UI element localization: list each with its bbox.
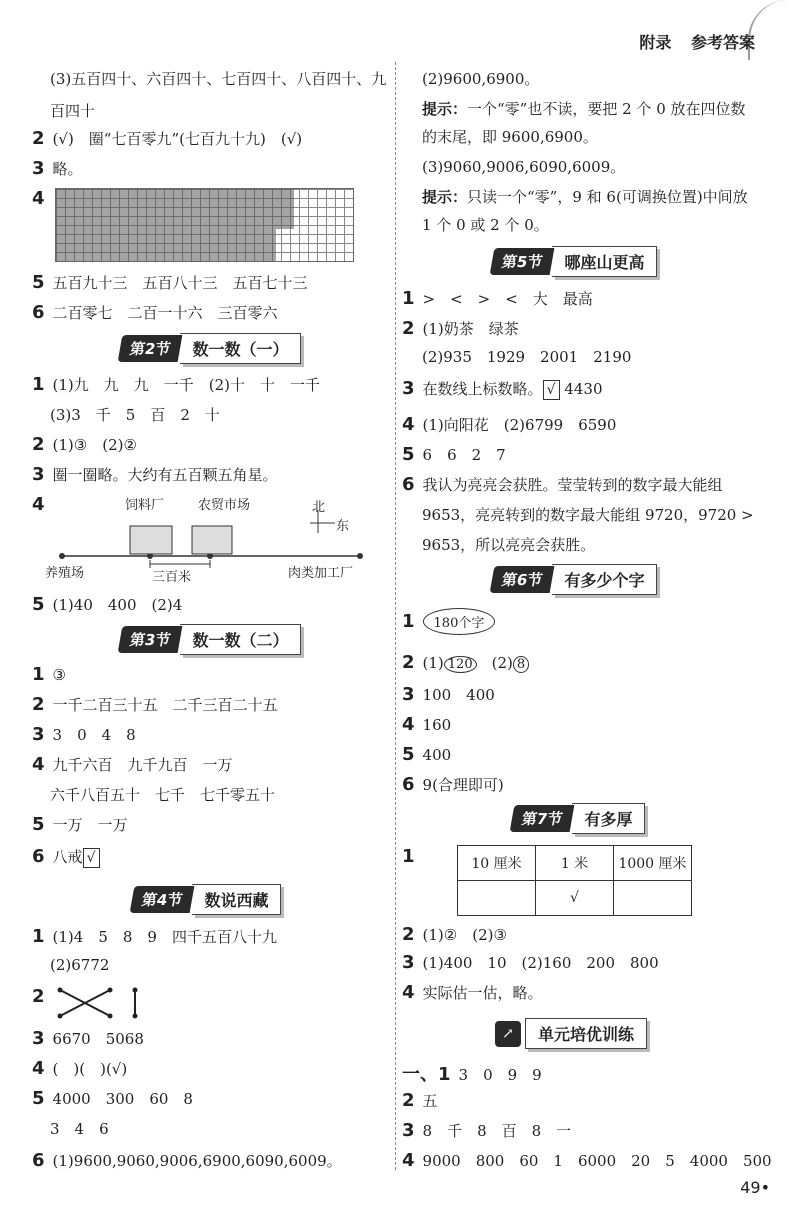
s5-q1: 1 > < > < 大 最高 [402, 288, 593, 309]
line: 百四十 [50, 102, 96, 120]
line: 3 4 6 [50, 1120, 109, 1138]
line: 9653，所以亮亮会获胜。 [422, 536, 596, 554]
s5-q2: 2 (1)奶茶 绿茶 [402, 318, 519, 339]
q-6: 6 二百零七 二百一十六 三百零六 [32, 302, 278, 323]
s3-q4: 4 九千六百 九千九百 一万 [32, 754, 233, 775]
section-6-heading: 第6节 有多少个字 [492, 564, 657, 594]
check-box: √ [83, 848, 100, 868]
s5-q4: 4 (1)向阳花 (2)6799 6590 [402, 414, 617, 435]
q-5: 5 五百九十三 五百八十三 五百七十三 [32, 272, 308, 293]
u-q1: 一、1 3 0 9 9 [402, 1064, 542, 1085]
s6-q4: 4 160 [402, 714, 452, 735]
line: (2)935 1929 2001 2190 [422, 348, 632, 366]
line: (2)9600,6900。 [422, 70, 540, 88]
hint-1: 提示：一个“零”也不读，要把 2 个 0 放在四位数 [422, 100, 746, 118]
s6-q1: 1 180个字 [402, 608, 495, 635]
page-number: 49• [740, 1178, 770, 1197]
q-2: 2 (√) 圈“七百零九”(七百九十九) (√) [32, 128, 303, 149]
s2-q4: 4 [32, 494, 45, 515]
line: (3)3 千 5 百 2 十 [50, 406, 220, 424]
corner-decoration [748, 0, 800, 60]
matching-lines [55, 985, 145, 1021]
u-q4: 4 9000 800 60 1 6000 20 5 4000 500 [402, 1150, 772, 1171]
s7-q1: 1 [402, 846, 415, 867]
s7-q3: 3 (1)400 10 (2)160 200 800 [402, 952, 659, 973]
s4-q6: 6 (1)9600,9060,9006,6900,6090,6009。 [32, 1150, 342, 1171]
label-market: 农贸市场 [198, 498, 251, 513]
label-farm: 养殖场 [45, 566, 85, 581]
s7-q2: 2 (1)② (2)③ [402, 924, 507, 945]
unit-training-heading: ↗ 单元培优训练 [495, 1018, 647, 1049]
label-east: 东 [336, 519, 350, 534]
s4-q2: 2 [32, 986, 45, 1007]
s6-q3: 3 100 400 [402, 684, 495, 705]
s5-q3: 3 在数线上标数略。 √ 4430 [402, 378, 603, 399]
label-meat-factory: 肉类加工厂 [288, 566, 354, 581]
label-feed-factory: 饲料厂 [125, 498, 165, 513]
line: (3)9060,9006,6090,6009。 [422, 158, 626, 176]
column-divider [395, 62, 396, 1170]
section-2-heading: 第2节 数一数（一） [120, 333, 301, 363]
s4-q4: 4 ( )( )(√) [32, 1058, 128, 1079]
label-north: 北 [312, 500, 326, 515]
s3-q6: 6 八戒 √ [32, 846, 100, 868]
grid-figure [55, 188, 354, 262]
s5-q5: 5 6 6 2 7 [402, 444, 506, 465]
q-3: 3 略。 [32, 158, 83, 179]
section-4-heading: 第4节 数说西藏 [132, 884, 281, 914]
thickness-table: 10 厘米 1 米 1000 厘米 √ [457, 845, 692, 916]
header-answers: 参考答案 [690, 33, 755, 52]
s6-q6: 6 9(合理即可) [402, 774, 504, 795]
page-header [625, 30, 755, 53]
s3-q1: 1 ③ [32, 664, 66, 685]
hint-2: 提示：只读一个“零”，9 和 6(可调换位置)中间放 [422, 188, 748, 206]
line: 的末尾，即 9600,6900。 [422, 128, 598, 146]
check-box: √ [543, 380, 560, 400]
s5-q6: 6 我认为亮亮会获胜。莹莹转到的数字最大能组 [402, 474, 723, 495]
s4-q1: 1 (1)4 5 8 9 四千五百八十九 [32, 926, 277, 947]
line: 六千八百五十 七千 七千零五十 [50, 786, 276, 804]
s3-q3: 3 3 0 4 8 [32, 724, 136, 745]
market-building [192, 526, 232, 554]
section-7-heading: 第7节 有多厚 [512, 803, 645, 833]
u-q3: 3 8 千 8 百 8 一 [402, 1120, 572, 1141]
line: (2)6772 [50, 956, 110, 974]
line: 1 个 0 或 2 个 0。 [422, 216, 549, 234]
u-q2: 2 五 [402, 1090, 438, 1111]
s3-q2: 2 一千二百三十五 二千三百二十五 [32, 694, 278, 715]
s6-q2: 2 (1) 120 (2) 8 [402, 652, 529, 673]
s6-q5: 5 400 [402, 744, 452, 765]
s2-q3: 3 圈一圈略。大约有五百颗五角星。 [32, 464, 278, 485]
s4-q5: 5 4000 300 60 8 [32, 1088, 193, 1109]
section-5-heading: 第5节 哪座山更高 [492, 246, 657, 276]
line: (3)五百四十、六百四十、七百四十、八百四十、九 [50, 70, 387, 88]
feed-factory-building [130, 526, 172, 554]
s2-q5: 5 (1)40 400 (2)4 [32, 594, 183, 615]
s7-q4: 4 实际估一估，略。 [402, 982, 543, 1003]
s4-q3: 3 6670 5068 [32, 1028, 144, 1049]
s2-q2: 2 (1)③ (2)② [32, 434, 137, 455]
s3-q5: 5 一万 一万 [32, 814, 128, 835]
q-4: 4 [32, 188, 45, 209]
s2-q1: 1 (1)九 九 九 一千 (2)十 十 一千 [32, 374, 321, 395]
chart-icon: ↗ [495, 1021, 521, 1047]
label-distance: 三百米 [152, 570, 192, 585]
header-appendix: 附录 [639, 33, 672, 52]
line: 9653，亮亮转到的数字最大能组 9720，9720 > [422, 506, 754, 524]
section-3-heading: 第3节 数一数（二） [120, 624, 301, 654]
